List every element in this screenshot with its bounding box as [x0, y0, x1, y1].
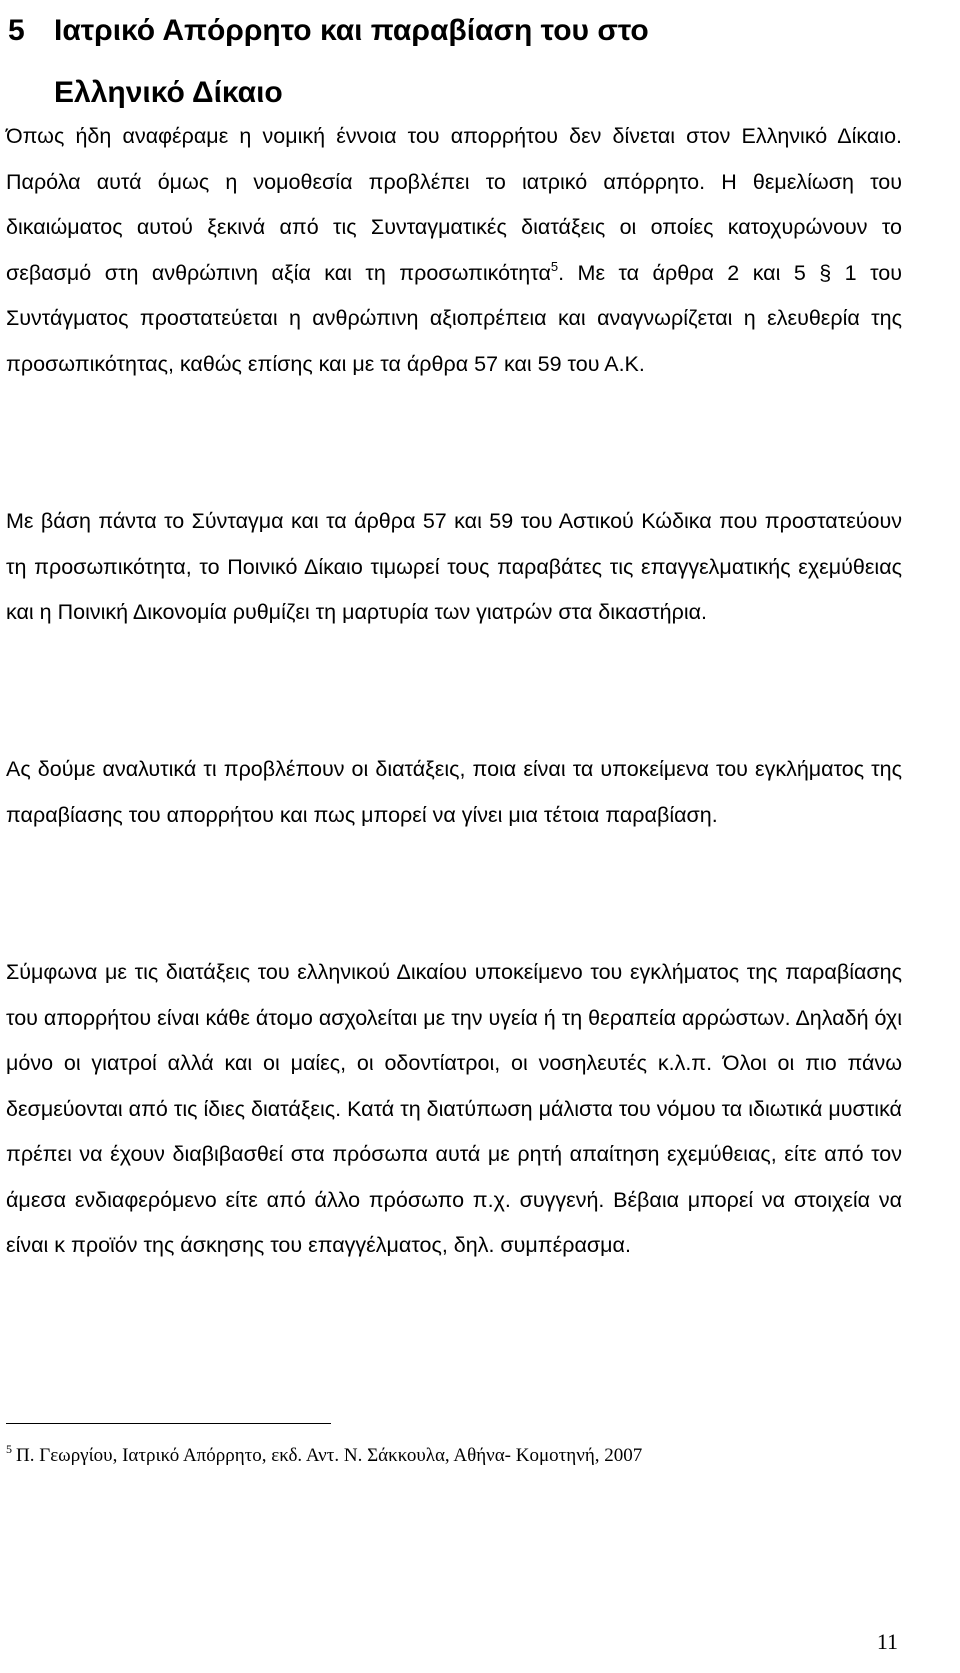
- paragraph-1: [6, 114, 902, 387]
- footnote-marker: 5: [6, 1442, 12, 1456]
- footnote: [6, 1440, 906, 1472]
- paragraph-2: Με βάση πάντα το Σύνταγμα και τα άρθρα 57 και 59 του Αστικού Κώδικα που προστατεύουν τη προσωπικότητα, το Ποινικό Δίκαιο τιμωρεί τους παραβάτες τις επαγγελματικής εχεμύθειας και η Ποινική Δικονομία ρυθμίζει τη μαρτυρία των γιατρών στα δικαστήρια.: [6, 509, 902, 624]
- footnote-reference: 5: [550, 258, 559, 274]
- section-number: 5: [8, 14, 25, 47]
- page-number: 11: [876, 1629, 898, 1654]
- paragraph-3: Ας δούμε αναλυτικά τι προβλέπουν οι διατάξεις, ποια είναι τα υποκείμενα του εγκλήματος της παραβίασης του απορρήτου και πως μπορεί να γίνει μια τέτοια παραβίαση.: [6, 757, 902, 827]
- section-title-line1: Ιατρικό Απόρρητο και παραβίαση του στο: [54, 14, 649, 47]
- footnote-separator: [6, 1423, 331, 1424]
- paragraph-4: Σύμφωνα με τις διατάξεις του ελληνικού Δικαίου υποκείμενο του εγκλήματος της παραβίασης του απορρήτου είναι κάθε άτομο ασχολείται με την υγεία ή τη θεραπεία αρρώστων. Δηλαδή όχι μόνο οι γιατροί αλλά και οι μαίες, οι οδοντίατροι, οι νοσηλευτές κ.λ.π. Όλοι οι πιο πάνω δεσμεύονται από τις ίδιες διατάξεις. Κατά τη διατύπωση μάλιστα του νόμου τα ιδιωτικά μυστικά πρέπει να έχουν διαβιβασθεί στα πρόσωπα αυτά με ρητή απαίτηση εχεμύθειας, είτε από τον άμεσα ενδιαφερόμενο είτε από άλλο πρόσωπο π.χ. συγγενή. Βέβαια μπορεί να στοιχεία να είναι κ προϊόν της άσκησης του επαγγέλματος, δηλ. συμπέρασμα.: [6, 960, 902, 1257]
- paragraph-1-text-b: . Με τα άρθρα 2 και 5 § 1 του Συντάγματος προστατεύεται η ανθρώπινη αξιοπρέπεια και αναγνωρίζεται η ελευθερία της προσωπικότητας, καθώς επίσης και με τα άρθρα 57 και 59 του Α.Κ.: [6, 260, 902, 376]
- section-title-line2: Ελληνικό Δίκαιο: [54, 76, 283, 109]
- paragraph-1-text-a: Όπως ήδη αναφέραμε η νομική έννοια του απορρήτου δεν δίνεται στον Ελληνικό Δίκαιο. Παρόλα αυτά όμως η νομοθεσία προβλέπει το ιατρικό απόρρητο. Η θεμελίωση του δικαιώματος αυτού ξεκινά από τις Συνταγματικές διατάξεις οι οποίες κατοχυρώνουν το σεβασμό στη ανθρώπινη αξία και τη προσωπικότητα: [6, 124, 902, 285]
- section-heading: [8, 0, 908, 124]
- footnote-text: Π. Γεωργίου, Ιατρικό Απόρρητο, εκδ. Αντ. Ν. Σάκκουλα, Αθήνα- Κομοτηνή, 2007: [16, 1445, 643, 1466]
